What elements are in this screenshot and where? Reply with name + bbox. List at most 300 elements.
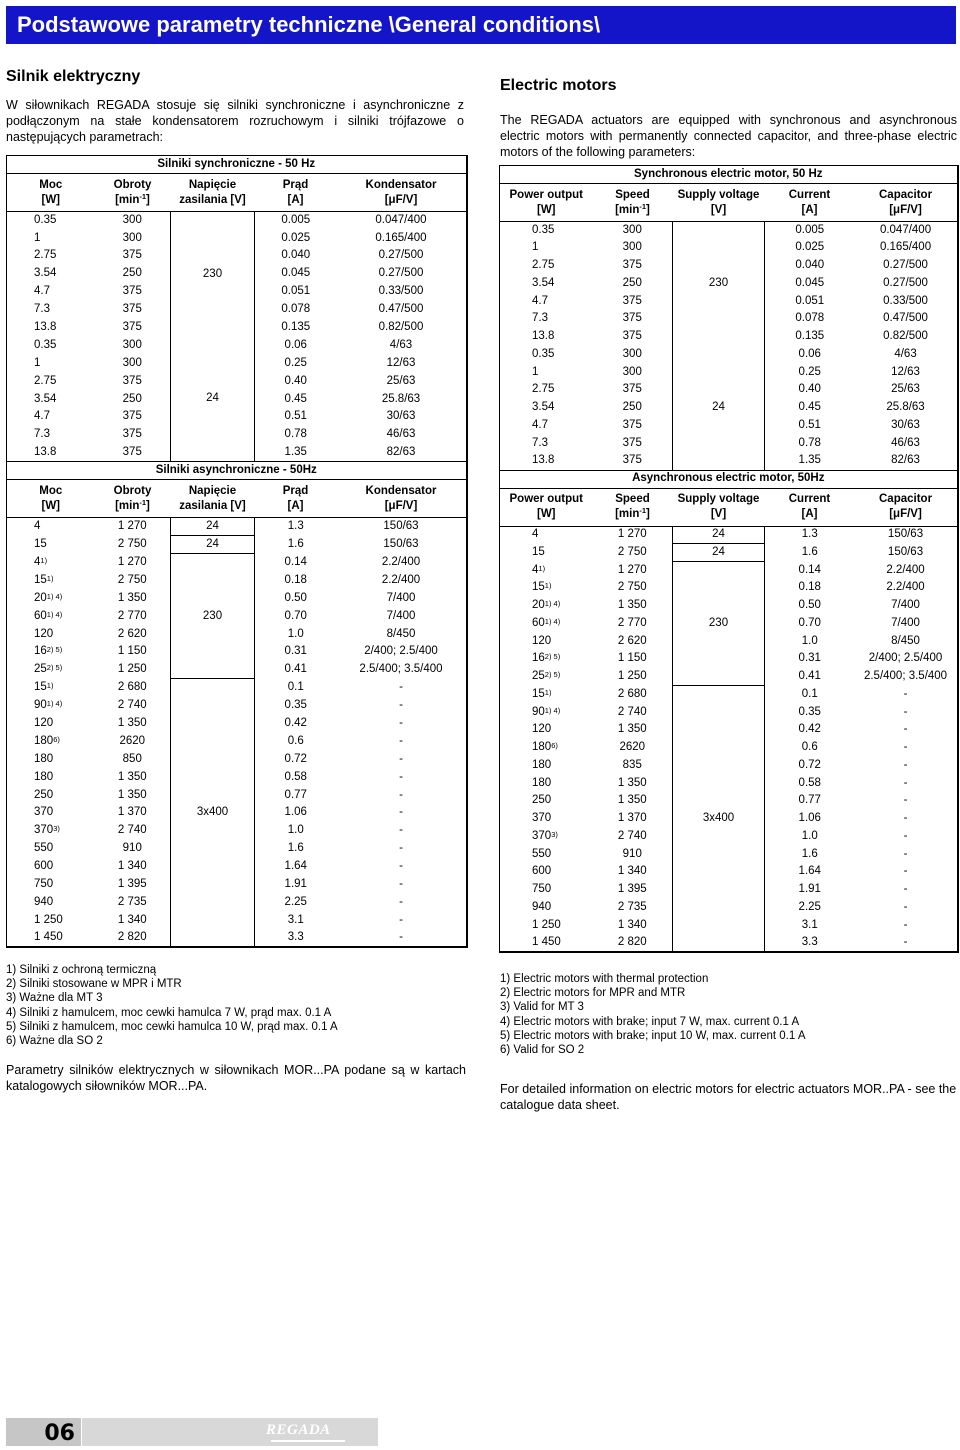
async-title-row — [500, 470, 958, 488]
current-cell: 0.051 — [795, 294, 825, 307]
speed-cell: 1 270 — [117, 555, 147, 568]
speed-cell: 375 — [622, 312, 642, 325]
power-cell: 250 — [34, 788, 54, 801]
speed-cell: 850 — [122, 752, 142, 765]
current-cell: 0.77 — [284, 788, 307, 801]
speed-cell: 2 740 — [117, 824, 147, 837]
current-cell: 0.14 — [798, 563, 821, 576]
footnote-marker: 1) — [46, 681, 54, 691]
capacitor-cell: - — [903, 812, 908, 825]
footnote-marker: 1) — [544, 687, 552, 697]
footnote-marker: 1) 4) — [46, 591, 63, 601]
current-cell: 0.50 — [798, 599, 821, 612]
table-row — [500, 562, 958, 580]
capacitor-cell: 2.5/400; 3.5/400 — [863, 670, 948, 683]
capacitor-cell: - — [399, 752, 403, 765]
speed-cell: 2 740 — [617, 829, 647, 842]
capacitor-cell: 0.27/500 — [378, 267, 424, 280]
header-voltage: Napięcie zasilania [V] — [171, 480, 255, 518]
capacitor-cell: 0.27/500 — [883, 259, 928, 272]
speed-cell: 250 — [622, 401, 642, 414]
capacitor-cell: 0.27/500 — [883, 276, 928, 289]
voltage-cell: 230 — [673, 562, 765, 686]
voltage-cell: 3x400 — [171, 679, 255, 947]
power-cell: 13.8 — [532, 330, 555, 343]
power-cell: 940 — [34, 895, 54, 908]
footnote-5: 5) Electric motors with brake; input 10 W, max. current 0.1 A — [500, 1029, 806, 1042]
voltage-cell: 24 — [171, 337, 255, 462]
speed-cell: 1 270 — [117, 520, 147, 533]
table-header-row — [7, 174, 467, 212]
header-capacitor: Capacitor [μF/V] — [855, 184, 958, 222]
power-cell: 15$^{1)}$ — [532, 687, 552, 700]
current-cell: 0.18 — [284, 573, 307, 586]
current-cell: 0.06 — [798, 347, 821, 360]
power-cell: 1 450 — [34, 931, 63, 944]
header-speed: Speed $[\min^{-1}]$ — [593, 184, 673, 222]
sync-title-row-text: Silniki synchroniczne - 50 Hz — [7, 156, 467, 174]
current-cell: 1.6 — [801, 545, 818, 558]
current-cell: 0.078 — [795, 312, 825, 325]
speed-cell: 1 340 — [617, 918, 647, 931]
polish-closing-text: Parametry silników elektrycznych w siłownikach MOR...PA podane są w kartach katalogowych siłowników MOR...PA. — [6, 1063, 466, 1093]
speed-cell: 910 — [122, 842, 142, 855]
header-power: Power output [W] — [500, 488, 593, 526]
current-cell: 1.6 — [287, 538, 304, 551]
capacitor-cell: 0.47/500 — [883, 312, 928, 325]
power-cell: 600 — [34, 860, 54, 873]
speed-cell: 1 350 — [617, 776, 647, 789]
capacitor-cell: 12/63 — [891, 365, 920, 378]
current-cell: 0.78 — [798, 436, 821, 449]
capacitor-cell: 8/450 — [386, 627, 416, 640]
speed-cell: 1 350 — [117, 788, 147, 801]
capacitor-cell: 0.047/400 — [375, 213, 427, 226]
speed-cell: 375 — [122, 446, 142, 459]
current-cell: 0.77 — [798, 794, 821, 807]
table-header-row — [500, 184, 958, 222]
header-voltage: Napięcie zasilania [V] — [171, 174, 255, 212]
current-cell: 0.41 — [798, 670, 821, 683]
power-cell: 550 — [532, 847, 552, 860]
power-cell: 0.35 — [34, 213, 57, 226]
current-cell: 1.0 — [801, 634, 818, 647]
current-cell: 1.91 — [798, 883, 821, 896]
unit-superscript: -1 — [639, 201, 647, 211]
capacitor-cell: 2.2/400 — [886, 581, 925, 594]
footnote-marker: 1) 4) — [544, 616, 561, 626]
footnote-marker: 3) — [53, 824, 60, 834]
footnote-marker: 2) 5) — [544, 670, 561, 680]
speed-cell: 250 — [622, 276, 642, 289]
capacitor-cell: 2/400; 2.5/400 — [364, 645, 438, 658]
current-cell: 1.0 — [801, 829, 818, 842]
power-cell: 180 — [34, 752, 54, 765]
current-cell: 0.040 — [795, 259, 825, 272]
current-cell: 1.35 — [284, 446, 307, 459]
speed-cell: 250 — [122, 392, 142, 405]
speed-cell: 1 250 — [117, 663, 147, 676]
speed-cell: 1 340 — [117, 913, 147, 926]
capacitor-cell: 82/63 — [386, 446, 416, 459]
footnote-marker: 6) — [53, 734, 60, 744]
power-cell: 2.75 — [34, 374, 57, 387]
speed-cell: 300 — [122, 356, 142, 369]
current-cell: 0.58 — [798, 776, 821, 789]
current-cell: 3.1 — [801, 918, 818, 931]
header-power: Power output [W] — [500, 184, 593, 222]
current-cell: 1.3 — [287, 520, 304, 533]
speed-cell: 2 750 — [117, 573, 147, 586]
capacitor-cell: - — [399, 681, 403, 694]
speed-cell: 2620 — [119, 734, 146, 747]
current-cell: 1.6 — [287, 842, 304, 855]
current-cell: 0.025 — [795, 241, 825, 254]
capacitor-cell: 25/63 — [386, 374, 416, 387]
current-cell: 0.005 — [795, 223, 825, 236]
capacitor-cell: 0.33/500 — [378, 285, 424, 298]
speed-cell: 300 — [622, 365, 642, 378]
current-cell: 0.1 — [801, 687, 818, 700]
unit-superscript: -1 — [139, 497, 147, 507]
power-cell: $25^{2) 5)}$ — [532, 670, 561, 683]
current-cell: 1.0 — [287, 627, 304, 640]
current-cell: 3.1 — [287, 913, 304, 926]
header-power: Moc [W] — [7, 480, 95, 518]
current-cell: 0.31 — [284, 645, 307, 658]
speed-cell: 1 370 — [117, 806, 147, 819]
table-row — [7, 554, 467, 572]
power-cell: 4.7 — [532, 294, 548, 307]
english-intro: The REGADA actuators are equipped with synchronous and asynchronous electric motors with permanently connected capacitor, and three-phase electric motors of the following parameters: — [500, 113, 957, 159]
current-cell: 0.25 — [284, 356, 307, 369]
power-cell: $25^{2) 5)}$ — [34, 663, 63, 676]
speed-cell: 2 680 — [617, 687, 647, 700]
capacitor-cell: 4/63 — [389, 338, 413, 351]
logo-underline — [271, 1440, 345, 1442]
capacitor-cell: - — [399, 877, 403, 890]
speed-cell: 2 680 — [117, 681, 147, 694]
english-footnotes — [500, 972, 806, 1057]
power-cell: 0.35 — [532, 223, 555, 236]
capacitor-cell: - — [903, 705, 908, 718]
speed-cell: 2 750 — [617, 545, 647, 558]
english-motor-table — [499, 165, 959, 953]
speed-cell: 2 740 — [117, 699, 147, 712]
voltage-cell: 230 — [673, 222, 765, 346]
capacitor-cell: 4/63 — [894, 347, 917, 360]
power-cell: $16^{2) 5)}$ — [532, 652, 561, 665]
capacitor-cell: - — [399, 770, 403, 783]
footnote-marker: 1) 4) — [544, 705, 561, 715]
speed-cell: 375 — [122, 321, 142, 334]
voltage-cell: 230 — [171, 212, 255, 337]
voltage-cell: 24 — [171, 518, 255, 536]
power-cell: 3.54 — [34, 392, 57, 405]
sync-title-row — [500, 166, 958, 184]
current-cell: 0.40 — [798, 383, 821, 396]
speed-cell: 300 — [122, 213, 142, 226]
speed-cell: 2 820 — [617, 935, 647, 948]
capacitor-cell: 2.2/400 — [381, 555, 421, 568]
footnote-2: 2) Silniki stosowane w MPR i MTR — [6, 978, 182, 991]
capacitor-cell: 150/63 — [887, 528, 924, 541]
current-cell: 0.14 — [284, 555, 307, 568]
capacitor-cell: - — [903, 847, 908, 860]
speed-cell: 375 — [622, 454, 642, 467]
speed-cell: 375 — [122, 303, 142, 316]
capacitor-cell: 0.33/500 — [883, 294, 928, 307]
current-cell: 2.25 — [284, 895, 307, 908]
table-header-row — [500, 488, 958, 526]
speed-cell: 835 — [622, 758, 642, 771]
current-cell: 0.31 — [798, 652, 821, 665]
footnote-1: 1) Silniki z ochroną termiczną — [6, 964, 157, 976]
current-cell: 0.045 — [281, 267, 311, 280]
footnote-marker: 2) 5) — [46, 663, 63, 673]
current-cell: 0.51 — [798, 418, 821, 431]
footnote-marker: 1) — [46, 573, 54, 583]
current-cell: 0.78 — [284, 428, 307, 441]
speed-cell: 375 — [122, 285, 142, 298]
speed-cell: 375 — [622, 436, 642, 449]
footnote-marker: 3) — [551, 829, 558, 839]
power-cell: 3.54 — [34, 267, 57, 280]
table-header-row — [7, 480, 467, 518]
power-cell: 2.75 — [532, 259, 555, 272]
power-cell: 4.7 — [34, 410, 50, 423]
power-cell: 13.8 — [532, 454, 555, 467]
footnote-marker: 1) 4) — [544, 599, 561, 609]
power-cell: 4.7 — [532, 418, 548, 431]
power-cell: 180$^{6)}$ — [532, 741, 558, 754]
capacitor-cell: 82/63 — [891, 454, 920, 467]
capacitor-cell: - — [399, 913, 403, 926]
current-cell: 0.42 — [284, 716, 307, 729]
power-cell: 180$^{6)}$ — [34, 734, 60, 747]
footnote-4: 4) Electric motors with brake; input 7 W, max. current 0.1 A — [500, 1015, 800, 1028]
current-cell: 0.6 — [287, 734, 304, 747]
capacitor-cell: - — [903, 935, 908, 948]
speed-cell: 2 740 — [617, 705, 647, 718]
current-cell: 3.3 — [287, 931, 304, 944]
current-cell: 1.64 — [284, 860, 307, 873]
current-cell: 3.3 — [801, 935, 818, 948]
power-cell: 600 — [532, 865, 552, 878]
header-current: Prąd [A] — [255, 480, 337, 518]
power-cell: 15 — [532, 545, 545, 558]
power-cell: 940 — [532, 900, 552, 913]
footnote-marker: 1) — [544, 581, 552, 591]
speed-cell: 1 270 — [617, 528, 647, 541]
header-capacitor: Capacitor [μF/V] — [855, 488, 958, 526]
capacitor-cell: - — [399, 716, 403, 729]
page-number: 06 — [6, 1418, 81, 1446]
footnote-6: 6) Ważne dla SO 2 — [6, 1035, 103, 1048]
voltage-cell: 24 — [673, 526, 765, 544]
sync-title-row — [7, 156, 467, 174]
power-cell: 120 — [532, 723, 552, 736]
header-current: Prąd [A] — [255, 174, 337, 212]
voltage-cell: 24 — [673, 346, 765, 470]
capacitor-cell: - — [903, 723, 908, 736]
voltage-cell: 24 — [673, 544, 765, 562]
power-cell: 180 — [532, 758, 552, 771]
speed-cell: 1 150 — [117, 645, 147, 658]
power-cell: 180 — [34, 770, 54, 783]
capacitor-cell: - — [903, 900, 908, 913]
capacitor-cell: - — [903, 883, 908, 896]
capacitor-cell: 25.8/63 — [886, 401, 925, 414]
speed-cell: 1 395 — [617, 883, 647, 896]
async-title-row-text: Silniki asynchroniczne - 50Hz — [7, 462, 467, 480]
power-cell: 7.3 — [34, 303, 50, 316]
current-cell: 1.64 — [798, 865, 821, 878]
current-cell: 0.72 — [284, 752, 307, 765]
capacitor-cell: - — [399, 788, 403, 801]
regada-logo: REGADA — [266, 1422, 331, 1438]
power-cell: 750 — [532, 883, 552, 896]
speed-cell: 1 350 — [117, 591, 147, 604]
current-cell: 0.70 — [284, 609, 307, 622]
power-cell: 7.3 — [34, 428, 50, 441]
english-closing-text: For detailed information on electric motors for electric actuators MOR..PA - see the catalogue data sheet. — [500, 1082, 957, 1112]
footnote-6: 6) Valid for SO 2 — [500, 1044, 585, 1057]
current-cell: 1.0 — [287, 824, 304, 837]
capacitor-cell: 46/63 — [891, 436, 920, 449]
footnote-4: 4) Silniki z hamulcem, moc cewki hamulca 7 W, prąd max. 0.1 A — [6, 1006, 332, 1019]
speed-cell: 1 370 — [617, 812, 647, 825]
power-cell: 0.35 — [532, 347, 555, 360]
capacitor-cell: - — [399, 931, 403, 944]
current-cell: 0.045 — [795, 276, 825, 289]
power-cell: 1 — [532, 365, 539, 378]
header-current: Current [A] — [765, 488, 855, 526]
capacitor-cell: 25.8/63 — [381, 392, 421, 405]
speed-cell: 250 — [122, 267, 142, 280]
header-voltage: Supply voltage [V] — [673, 184, 765, 222]
power-cell: 2.75 — [34, 249, 57, 262]
speed-cell: 375 — [622, 330, 642, 343]
current-cell: 0.40 — [284, 374, 307, 387]
table-row — [7, 212, 467, 230]
capacitor-cell: 8/450 — [891, 634, 920, 647]
power-cell: 120 — [532, 634, 552, 647]
capacitor-cell: - — [903, 687, 908, 700]
footnote-marker: 1) 4) — [46, 609, 63, 619]
power-cell: 7.3 — [532, 436, 548, 449]
power-cell: 4 — [532, 528, 539, 541]
voltage-cell: 3x400 — [673, 686, 765, 952]
header-voltage: Supply voltage [V] — [673, 488, 765, 526]
capacitor-cell: - — [903, 776, 908, 789]
power-cell: 550 — [34, 842, 54, 855]
power-cell: 1 — [532, 241, 539, 254]
current-cell: 1.06 — [798, 812, 821, 825]
footnote-1: 1) Electric motors with thermal protection — [500, 973, 709, 985]
speed-cell: 375 — [122, 410, 142, 423]
speed-cell: 2 620 — [617, 634, 647, 647]
power-cell: 750 — [34, 877, 54, 890]
footnote-marker: 2) 5) — [544, 652, 561, 662]
speed-cell: 1 350 — [117, 716, 147, 729]
voltage-cell: 230 — [171, 554, 255, 679]
page-title: Podstawowe parametry techniczne \General conditions\ — [17, 12, 601, 37]
polish-footnotes — [6, 963, 338, 1048]
power-cell: 15 — [34, 538, 47, 551]
current-cell: 0.51 — [284, 410, 307, 423]
capacitor-cell: 30/63 — [891, 418, 920, 431]
power-cell: 250 — [532, 794, 552, 807]
polish-motor-table — [6, 155, 468, 948]
current-cell: 1.91 — [284, 877, 307, 890]
table-row — [500, 526, 958, 544]
speed-cell: 375 — [622, 294, 642, 307]
table-row — [7, 337, 467, 355]
speed-cell: 1 150 — [617, 652, 647, 665]
header-speed: Obroty $[\min^{-1}]$ — [95, 174, 171, 212]
table-row — [7, 679, 467, 697]
speed-cell: 375 — [122, 428, 142, 441]
current-cell: 0.051 — [281, 285, 311, 298]
capacitor-cell: 150/63 — [383, 538, 419, 551]
speed-cell: 375 — [122, 374, 142, 387]
current-cell: 0.45 — [798, 401, 821, 414]
power-cell: 370 — [34, 806, 54, 819]
capacitor-cell: 0.165/400 — [879, 241, 932, 254]
speed-cell: 1 250 — [617, 670, 647, 683]
capacitor-cell: 150/63 — [383, 520, 419, 533]
voltage-cell: 24 — [171, 536, 255, 554]
speed-cell: 2 750 — [617, 581, 647, 594]
power-cell: $16^{2) 5)}$ — [34, 645, 63, 658]
capacitor-cell: - — [903, 865, 908, 878]
capacitor-cell: - — [903, 758, 908, 771]
speed-cell: 1 350 — [617, 723, 647, 736]
power-cell: 180 — [532, 776, 552, 789]
power-cell: 7.3 — [532, 312, 548, 325]
capacitor-cell: 0.82/500 — [883, 330, 928, 343]
power-cell: 13.8 — [34, 446, 57, 459]
capacitor-cell: - — [399, 699, 403, 712]
header-speed: Obroty $[\min^{-1}]$ — [95, 480, 171, 518]
current-cell: 0.18 — [798, 581, 821, 594]
capacitor-cell: - — [399, 824, 403, 837]
capacitor-cell: - — [903, 741, 908, 754]
capacitor-cell: 150/63 — [887, 545, 924, 558]
capacitor-cell: 7/400 — [386, 591, 416, 604]
polish-intro: W siłownikach REGADA stosuje się silniki synchroniczne i asynchroniczne z podłączonym na stałe kondensatorem rozruchowym i silniki trójfazowe o następujących parametrach: — [6, 98, 464, 144]
power-cell: $90^{1) 4)}$ — [34, 699, 63, 712]
speed-cell: 1 395 — [117, 877, 147, 890]
power-cell: 370$^{3)}$ — [34, 824, 60, 837]
footnote-5: 5) Silniki z hamulcem, moc cewki hamulca 10 W, prąd max. 0.1 A — [6, 1020, 338, 1033]
header-power: Moc [W] — [7, 174, 95, 212]
power-cell: 4$^{1)}$ — [34, 555, 48, 568]
power-cell: 1 250 — [34, 913, 63, 926]
speed-cell: 910 — [622, 847, 642, 860]
speed-cell: 375 — [622, 259, 642, 272]
power-cell: $90^{1) 4)}$ — [532, 705, 561, 718]
speed-cell: 2 735 — [617, 900, 647, 913]
table-row — [7, 518, 467, 536]
async-title-row-text: Asynchronous electric motor, 50Hz — [500, 470, 958, 488]
current-cell: 0.50 — [284, 591, 307, 604]
capacitor-cell: - — [903, 918, 908, 931]
current-cell: 0.040 — [281, 249, 311, 262]
current-cell: 0.6 — [801, 741, 818, 754]
power-cell: 120 — [34, 627, 54, 640]
